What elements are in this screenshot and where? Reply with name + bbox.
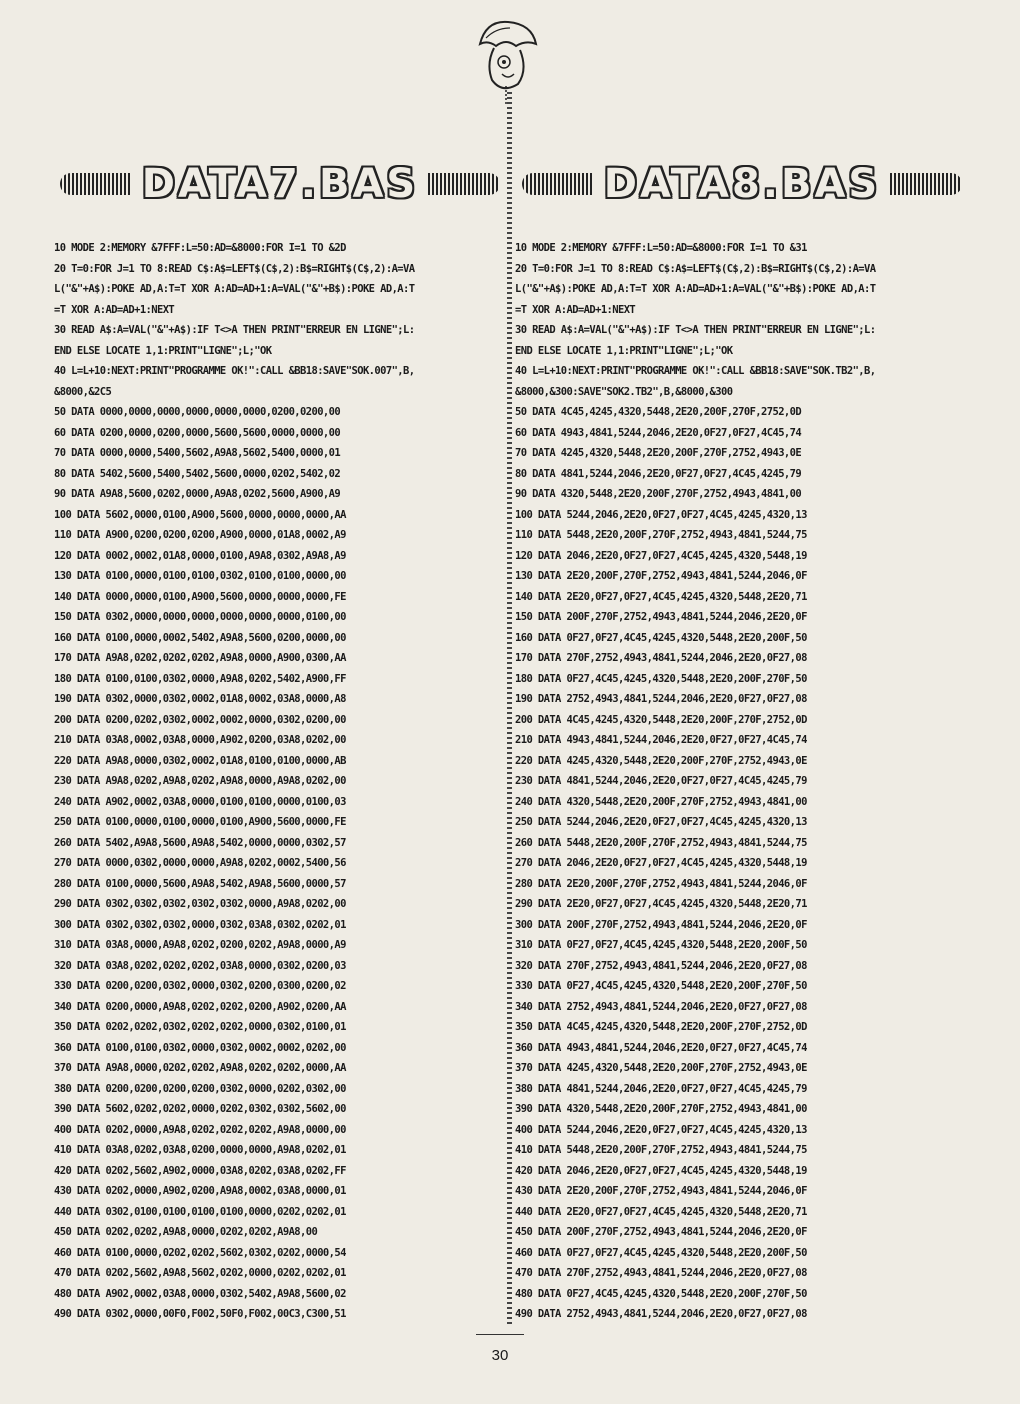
code-line: 320 DATA 270F,2752,4943,4841,5244,2046,2E20,0F27,08 — [515, 959, 807, 972]
code-line: 410 DATA 5448,2E20,200F,270F,2752,4943,4841,5244,75 — [515, 1144, 807, 1156]
code-line: 300 DATA 200F,270F,2752,4943,4841,5244,2046,2E20,0F — [515, 918, 807, 931]
page-number-rule — [476, 1334, 524, 1335]
code-line: 60 DATA 0200,0000,0200,0000,5600,5600,0000,0000,00 — [54, 426, 341, 439]
code-line: 10 MODE 2:MEMORY &7FFF:L=50:AD=&8000:FOR I=1 TO &31 — [515, 242, 807, 254]
code-line: 10 MODE 2:MEMORY &7FFF:L=50:AD=&8000:FOR I=1 TO &2D — [54, 242, 346, 254]
code-line: 300 DATA 0302,0302,0302,0000,0302,03A8,0302,0202,01 — [54, 918, 346, 931]
code-line: 400 DATA 5244,2046,2E20,0F27,0F27,4C45,4245,4320,13 — [515, 1123, 807, 1136]
code-line: 350 DATA 4C45,4245,4320,5448,2E20,200F,270F,2752,0D — [515, 1021, 807, 1033]
code-line: 40 L=L+10:NEXT:PRINT"PROGRAMME OK!":CALL &BB18:SAVE"SOK.007",B, — [54, 365, 415, 377]
code-line: 290 DATA 0302,0302,0302,0302,0302,0000,A9A8,0202,00 — [54, 898, 346, 910]
code-line: 480 DATA A902,0002,03A8,0000,0302,5402,A9A8,5600,02 — [54, 1287, 346, 1300]
code-line: 170 DATA 270F,2752,4943,4841,5244,2046,2E20,0F27,08 — [515, 652, 807, 664]
code-line: 370 DATA A9A8,0000,0202,0202,A9A8,0202,0202,0000,AA — [54, 1062, 346, 1074]
code-line: 420 DATA 2046,2E20,0F27,0F27,4C45,4245,4320,5448,19 — [515, 1164, 807, 1177]
code-line: 200 DATA 4C45,4245,4320,5448,2E20,200F,270F,2752,0D — [515, 713, 807, 726]
code-line: 370 DATA 4245,4320,5448,2E20,200F,270F,2752,4943,0E — [515, 1062, 807, 1074]
code-line: 90 DATA A9A8,5600,0202,0000,A9A8,0202,5600,A900,A9 — [54, 488, 341, 500]
code-line: 50 DATA 0000,0000,0000,0000,0000,0000,0200,0200,00 — [54, 406, 341, 418]
code-line: 30 READ A$:A=VAL("&"+A$):IF T<>A THEN PRINT"ERREUR EN LIGNE";L: — [515, 324, 876, 336]
listing-data7 — [54, 238, 514, 1325]
code-line: 410 DATA 03A8,0202,03A8,0200,0000,0000,A9A8,0202,01 — [54, 1144, 346, 1156]
code-line: 50 DATA 4C45,4245,4320,5448,2E20,200F,270F,2752,0D — [515, 406, 802, 418]
listing-data8 — [515, 238, 975, 1325]
code-line: 400 DATA 0202,0000,A9A8,0202,0202,0202,A9A8,0000,00 — [54, 1123, 346, 1136]
code-line: 360 DATA 4943,4841,5244,2046,2E20,0F27,0F27,4C45,74 — [515, 1041, 807, 1054]
code-line: 270 DATA 0000,0302,0000,0000,A9A8,0202,0002,5400,56 — [54, 857, 346, 869]
code-line: 190 DATA 0302,0000,0302,0002,01A8,0002,03A8,0000,A8 — [54, 693, 346, 705]
code-line: 150 DATA 0302,0000,0000,0000,0000,0000,0000,0100,00 — [54, 611, 346, 623]
code-line: 220 DATA 4245,4320,5448,2E20,200F,270F,2752,4943,0E — [515, 754, 807, 767]
code-line: 220 DATA A9A8,0000,0302,0002,01A8,0100,0100,0000,AB — [54, 754, 346, 767]
code-line: &8000,&300:SAVE"SOK2.TB2",B,&8000,&300 — [515, 385, 733, 398]
code-line: 250 DATA 5244,2046,2E20,0F27,0F27,4C45,4245,4320,13 — [515, 816, 807, 828]
code-line: END ELSE LOCATE 1,1:PRINT"LIGNE";L;"OK — [515, 344, 733, 357]
code-line: =T XOR A:AD=AD+1:NEXT — [54, 303, 175, 316]
code-line: 270 DATA 2046,2E20,0F27,0F27,4C45,4245,4320,5448,19 — [515, 857, 807, 869]
title-data7: DATA7.BAS — [60, 160, 500, 208]
code-line: 130 DATA 0100,0000,0100,0100,0302,0100,0100,0000,00 — [54, 570, 346, 582]
code-line: 330 DATA 0F27,4C45,4245,4320,5448,2E20,200F,270F,50 — [515, 980, 807, 992]
code-line: 490 DATA 0302,0000,00F0,F002,50F0,F002,00C3,C300,51 — [54, 1308, 346, 1320]
code-line: 350 DATA 0202,0202,0302,0202,0202,0000,0302,0100,01 — [54, 1021, 346, 1033]
code-line: 40 L=L+10:NEXT:PRINT"PROGRAMME OK!":CALL &BB18:SAVE"SOK.TB2",B, — [515, 365, 876, 377]
code-line: 330 DATA 0200,0200,0302,0000,0302,0200,0300,0200,02 — [54, 980, 346, 992]
code-line: 320 DATA 03A8,0202,0202,0202,03A8,0000,0302,0200,03 — [54, 959, 346, 972]
code-line: 20 T=0:FOR J=1 TO 8:READ C$:A$=LEFT$(C$,2):B$=RIGHT$(C$,2):A=VA — [515, 262, 876, 275]
code-line: 20 T=0:FOR J=1 TO 8:READ C$:A$=LEFT$(C$,2):B$=RIGHT$(C$,2):A=VA — [54, 262, 415, 275]
code-line: 440 DATA 0302,0100,0100,0100,0100,0000,0202,0202,01 — [54, 1205, 346, 1218]
code-line: 60 DATA 4943,4841,5244,2046,2E20,0F27,0F27,4C45,74 — [515, 426, 802, 439]
code-line: 170 DATA A9A8,0202,0202,0202,A9A8,0000,A900,0300,AA — [54, 652, 346, 664]
code-line: 260 DATA 5402,A9A8,5600,A9A8,5402,0000,0000,0302,57 — [54, 836, 346, 849]
banner-data7 — [60, 160, 500, 208]
code-line: 260 DATA 5448,2E20,200F,270F,2752,4943,4841,5244,75 — [515, 836, 807, 849]
code-line: 110 DATA A900,0200,0200,0200,A900,0000,01A8,0002,A9 — [54, 529, 346, 541]
code-line: 390 DATA 4320,5448,2E20,200F,270F,2752,4943,4841,00 — [515, 1103, 807, 1115]
code-line: 100 DATA 5244,2046,2E20,0F27,0F27,4C45,4245,4320,13 — [515, 508, 807, 521]
code-line: 440 DATA 2E20,0F27,0F27,4C45,4245,4320,5448,2E20,71 — [515, 1205, 807, 1218]
code-line: 70 DATA 4245,4320,5448,2E20,200F,270F,2752,4943,0E — [515, 447, 802, 459]
code-line: 90 DATA 4320,5448,2E20,200F,270F,2752,4943,4841,00 — [515, 488, 802, 500]
code-line: 210 DATA 03A8,0002,03A8,0000,A902,0200,03A8,0202,00 — [54, 734, 346, 746]
code-line: 290 DATA 2E20,0F27,0F27,4C45,4245,4320,5448,2E20,71 — [515, 898, 807, 910]
code-line: 140 DATA 2E20,0F27,0F27,4C45,4245,4320,5448,2E20,71 — [515, 590, 807, 603]
code-line: 240 DATA A902,0002,03A8,0000,0100,0100,0000,0100,03 — [54, 795, 346, 808]
code-line: 160 DATA 0F27,0F27,4C45,4245,4320,5448,2E20,200F,50 — [515, 631, 807, 644]
code-line: 70 DATA 0000,0000,5400,5602,A9A8,5602,5400,0000,01 — [54, 447, 341, 459]
code-line: L("&"+A$):POKE AD,A:T=T XOR A:AD=AD+1:A=VAL("&"+B$):POKE AD,A:T — [54, 283, 415, 295]
page-number: 30 — [491, 1347, 509, 1364]
code-line: 240 DATA 4320,5448,2E20,200F,270F,2752,4943,4841,00 — [515, 795, 807, 808]
code-line: 130 DATA 2E20,200F,270F,2752,4943,4841,5244,2046,0F — [515, 570, 807, 582]
code-line: 460 DATA 0100,0000,0202,0202,5602,0302,0202,0000,54 — [54, 1246, 346, 1259]
code-line: L("&"+A$):POKE AD,A:T=T XOR A:AD=AD+1:A=VAL("&"+B$):POKE AD,A:T — [515, 283, 876, 295]
code-line: 160 DATA 0100,0000,0002,5402,A9A8,5600,0200,0000,00 — [54, 631, 346, 644]
code-line: 80 DATA 4841,5244,2046,2E20,0F27,0F27,4C45,4245,79 — [515, 467, 802, 480]
code-line: 380 DATA 4841,5244,2046,2E20,0F27,0F27,4C45,4245,79 — [515, 1082, 807, 1095]
code-line: 150 DATA 200F,270F,2752,4943,4841,5244,2046,2E20,0F — [515, 611, 807, 623]
code-line: 490 DATA 2752,4943,4841,5244,2046,2E20,0F27,0F27,08 — [515, 1308, 807, 1320]
code-line: 100 DATA 5602,0000,0100,A900,5600,0000,0000,0000,AA — [54, 508, 346, 521]
code-line: 430 DATA 2E20,200F,270F,2752,4943,4841,5244,2046,0F — [515, 1185, 807, 1197]
code-line: 340 DATA 0200,0000,A9A8,0202,0202,0200,A902,0200,AA — [54, 1000, 346, 1013]
code-line: 470 DATA 0202,5602,A9A8,5602,0202,0000,0202,0202,01 — [54, 1267, 346, 1279]
code-line: 480 DATA 0F27,4C45,4245,4320,5448,2E20,200F,270F,50 — [515, 1287, 807, 1300]
code-line: 380 DATA 0200,0200,0200,0200,0302,0000,0202,0302,00 — [54, 1082, 346, 1095]
code-line: 390 DATA 5602,0202,0202,0000,0202,0302,0302,5602,00 — [54, 1103, 346, 1115]
code-line: =T XOR A:AD=AD+1:NEXT — [515, 303, 636, 316]
code-line: 200 DATA 0200,0202,0302,0002,0002,0000,0302,0200,00 — [54, 713, 346, 726]
code-line: 180 DATA 0100,0100,0302,0000,A9A8,0202,5402,A900,FF — [54, 672, 346, 685]
code-line: 310 DATA 0F27,0F27,4C45,4245,4320,5448,2E20,200F,50 — [515, 939, 807, 951]
code-line: 180 DATA 0F27,4C45,4245,4320,5448,2E20,200F,270F,50 — [515, 672, 807, 685]
code-line: 110 DATA 5448,2E20,200F,270F,2752,4943,4841,5244,75 — [515, 529, 807, 541]
code-line: 360 DATA 0100,0100,0302,0000,0302,0002,0002,0202,00 — [54, 1041, 346, 1054]
code-line: &8000,&2C5 — [54, 385, 112, 398]
code-line: 210 DATA 4943,4841,5244,2046,2E20,0F27,0F27,4C45,74 — [515, 734, 807, 746]
code-line: 470 DATA 270F,2752,4943,4841,5244,2046,2E20,0F27,08 — [515, 1267, 807, 1279]
code-line: 120 DATA 2046,2E20,0F27,0F27,4C45,4245,4320,5448,19 — [515, 549, 807, 562]
banner-data8 — [522, 160, 962, 208]
code-line: END ELSE LOCATE 1,1:PRINT"LIGNE";L;"OK — [54, 344, 272, 357]
code-line: 450 DATA 200F,270F,2752,4943,4841,5244,2046,2E20,0F — [515, 1226, 807, 1238]
code-line: 140 DATA 0000,0000,0100,A900,5600,0000,0000,0000,FE — [54, 590, 346, 603]
code-line: 280 DATA 2E20,200F,270F,2752,4943,4841,5244,2046,0F — [515, 877, 807, 890]
code-line: 420 DATA 0202,5602,A902,0000,03A8,0202,03A8,0202,FF — [54, 1164, 346, 1177]
code-line: 30 READ A$:A=VAL("&"+A$):IF T<>A THEN PRINT"ERREUR EN LIGNE";L: — [54, 324, 415, 336]
code-line: 250 DATA 0100,0000,0100,0000,0100,A900,5600,0000,FE — [54, 816, 346, 828]
code-line: 460 DATA 0F27,0F27,4C45,4245,4320,5448,2E20,200F,50 — [515, 1246, 807, 1259]
code-line: 430 DATA 0202,0000,A902,0200,A9A8,0002,03A8,0000,01 — [54, 1185, 346, 1197]
code-line: 120 DATA 0002,0002,01A8,0000,0100,A9A8,0302,A9A8,A9 — [54, 549, 346, 562]
code-line: 280 DATA 0100,0000,5600,A9A8,5402,A9A8,5600,0000,57 — [54, 877, 346, 890]
code-line: 230 DATA A9A8,0202,A9A8,0202,A9A8,0000,A9A8,0202,00 — [54, 775, 346, 787]
code-line: 310 DATA 03A8,0000,A9A8,0202,0200,0202,A9A8,0000,A9 — [54, 939, 346, 951]
code-line: 230 DATA 4841,5244,2046,2E20,0F27,0F27,4C45,4245,79 — [515, 775, 807, 787]
code-line: 450 DATA 0202,0202,A9A8,0000,0202,0202,A9A8,00 — [54, 1226, 318, 1238]
code-line: 340 DATA 2752,4943,4841,5244,2046,2E20,0F27,0F27,08 — [515, 1000, 807, 1013]
title-data8: DATA8.BAS — [522, 160, 962, 208]
mascot-logo-icon — [466, 14, 546, 114]
code-line: 190 DATA 2752,4943,4841,5244,2046,2E20,0F27,0F27,08 — [515, 693, 807, 705]
code-line: 80 DATA 5402,5600,5400,5402,5600,0000,0202,5402,02 — [54, 467, 341, 480]
